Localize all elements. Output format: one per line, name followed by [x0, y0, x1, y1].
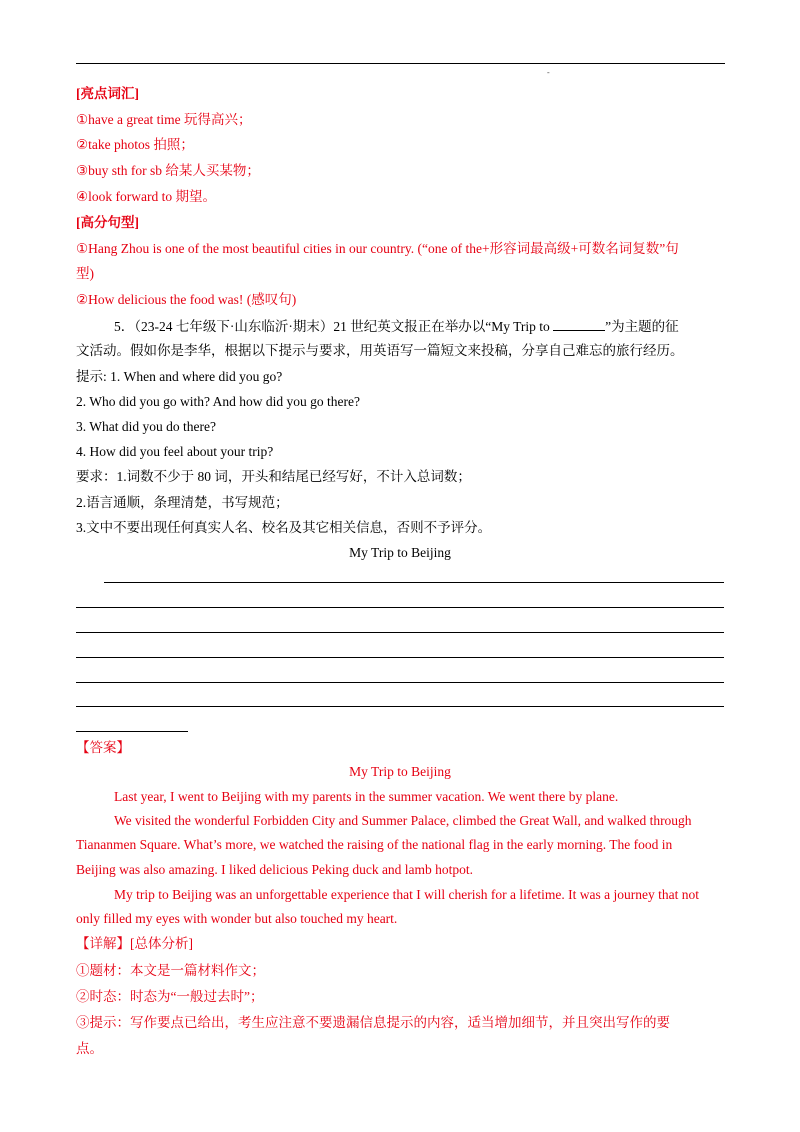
analysis-item: ③提示：写作要点已给出，考生应注意不要遗漏信息提示的内容，适当增加细节，并且突出写作的要 [76, 1015, 670, 1030]
title-blank [553, 317, 605, 331]
requirement-line: 3.文中不要出现任何真实人名、校名及其它相关信息，否则不予评分。 [76, 520, 492, 535]
answer-line: We visited the wonderful Forbidden City and Summer Palace, climbed the Great Wall, and walked through [114, 813, 692, 828]
writing-line [76, 607, 724, 608]
question-intro-prefix: 5．（23-24 七年级下·山东临沂·期末）21 世纪英文报正在举办以“My Trip to [114, 319, 554, 334]
vocab-item: ④look forward to 期望。 [76, 189, 216, 204]
analysis-item: ①题材：本文是一篇材料作文； [76, 963, 265, 978]
header-rule [76, 63, 725, 64]
answer-line: Tiananmen Square. What’s more, we watched the raising of the national flag in the early morning. The food in [76, 837, 673, 852]
writing-line [76, 682, 724, 683]
requirement-line: 2.语言通顺，条理清楚，书写规范； [76, 495, 289, 510]
writing-line [76, 632, 724, 633]
hint-line: 4. How did you feel about your trip? [76, 444, 274, 459]
hint-line: 2. Who did you go with? And how did you go there? [76, 394, 360, 409]
pattern-item-cont: 型) [76, 266, 94, 281]
hint-line: 3. What did you do there? [76, 419, 216, 434]
essay-title: My Trip to Beijing [349, 545, 451, 560]
pattern-item: ①Hang Zhou is one of the most beautiful cities in our country. (“one of the+形容词最高级+可数名词复数”句 [76, 241, 679, 256]
patterns-heading: [高分句型] [76, 215, 139, 230]
question-intro [114, 317, 679, 336]
question-intro-line2: 文活动。假如你是李华，根据以下提示与要求，用英语写一篇短文来投稿，分享自己难忘的旅行经历。 [76, 343, 684, 358]
pattern-item: ②How delicious the food was! (感叹句) [76, 292, 297, 307]
question-intro-suffix: ”为主题的征 [605, 319, 679, 334]
vocab-item: ③buy sth for sb 给某人买某物； [76, 163, 260, 178]
hint-line: 提示: 1. When and where did you go? [76, 369, 283, 384]
writing-line-short [76, 731, 188, 732]
writing-line [76, 657, 724, 658]
analysis-item: ②时态：时态为“一般过去时”； [76, 989, 264, 1004]
analysis-label: 【详解】 [76, 936, 130, 951]
vocab-heading: [亮点词汇] [76, 86, 139, 101]
answer-line: My trip to Beijing was an unforgettable experience that I will cherish for a lifetime. It was a journey that not [114, 887, 699, 902]
answer-label: 【答案】 [76, 740, 130, 755]
writing-line [76, 706, 724, 707]
analysis-subheading: [总体分析] [130, 936, 193, 951]
requirement-line: 要求：1.词数不少于 80 词，开头和结尾已经写好，不计入总词数； [76, 469, 471, 484]
writing-line [104, 582, 724, 583]
answer-title: My Trip to Beijing [349, 764, 451, 779]
header-mark: - [547, 68, 550, 77]
answer-line: Beijing was also amazing. I liked delicious Peking duck and lamb hotpot. [76, 862, 474, 877]
vocab-item: ①have a great time 玩得高兴； [76, 112, 252, 127]
answer-line: Last year, I went to Beijing with my parents in the summer vacation. We went there by plane. [114, 789, 619, 804]
analysis-label-line [76, 935, 193, 953]
answer-line: only filled my eyes with wonder but also touched my heart. [76, 911, 398, 926]
vocab-item: ②take photos 拍照； [76, 137, 194, 152]
analysis-item-cont: 点。 [76, 1041, 103, 1056]
